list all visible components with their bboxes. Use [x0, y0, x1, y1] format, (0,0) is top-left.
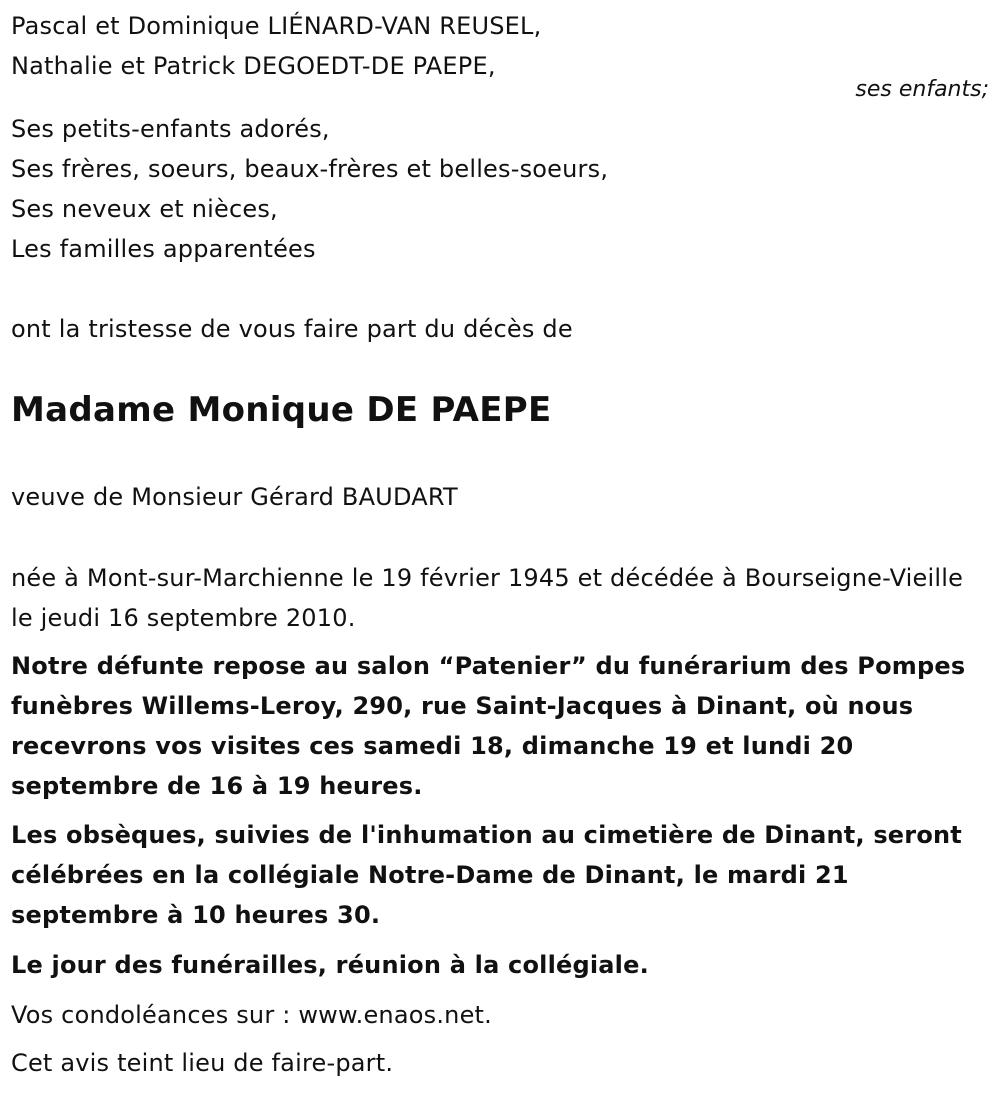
widow-of-text: veuve de Monsieur Gérard BAUDART	[11, 483, 458, 511]
notice-text: Cet avis teint lieu de faire-part.	[11, 1049, 394, 1077]
viewing-paragraph: Notre défunte repose au salon “Patenier” du funérarium des Pompes funèbres Willems-Leroy, 290, rue Saint-Jacques à Dinant, où nous recevrons vos visites ces samedi 18, dimanche 19 et lundi 20 septembre de 16 à 19 heures.	[11, 652, 966, 800]
relatives-line-4: Les familles apparentées	[11, 235, 316, 263]
relatives-line-3: Ses neveux et nièces,	[11, 195, 278, 223]
relatives-line-2: Ses frères, soeurs, beaux-frères et belles-soeurs,	[11, 155, 609, 183]
deceased-name: Madame Monique DE PAEPE	[11, 390, 552, 430]
children-label: ses enfants;	[855, 77, 989, 102]
obituary-notice	[11, 0, 991, 1099]
announcement-text: ont la tristesse de vous faire part du décès de	[11, 315, 573, 343]
condolences-text: Vos condoléances sur : www.enaos.net.	[11, 1001, 492, 1029]
relatives-line-1: Ses petits-enfants adorés,	[11, 115, 330, 143]
funeral-paragraph: Les obsèques, suivies de l'inhumation au cimetière de Dinant, seront célébrées en la collégiale Notre-Dame de Dinant, le mardi 21 septembre à 10 heures 30.	[11, 821, 962, 929]
meeting-text: Le jour des funérailles, réunion à la collégiale.	[11, 951, 649, 979]
family-line-2: Nathalie et Patrick DEGOEDT-DE PAEPE,	[11, 52, 496, 80]
family-line-1: Pascal et Dominique LIÉNARD-VAN REUSEL,	[11, 12, 542, 40]
birth-death-text: née à Mont-sur-Marchienne le 19 février 1945 et décédée à Bourseigne-Vieille le jeudi 16 septembre 2010.	[11, 564, 964, 632]
